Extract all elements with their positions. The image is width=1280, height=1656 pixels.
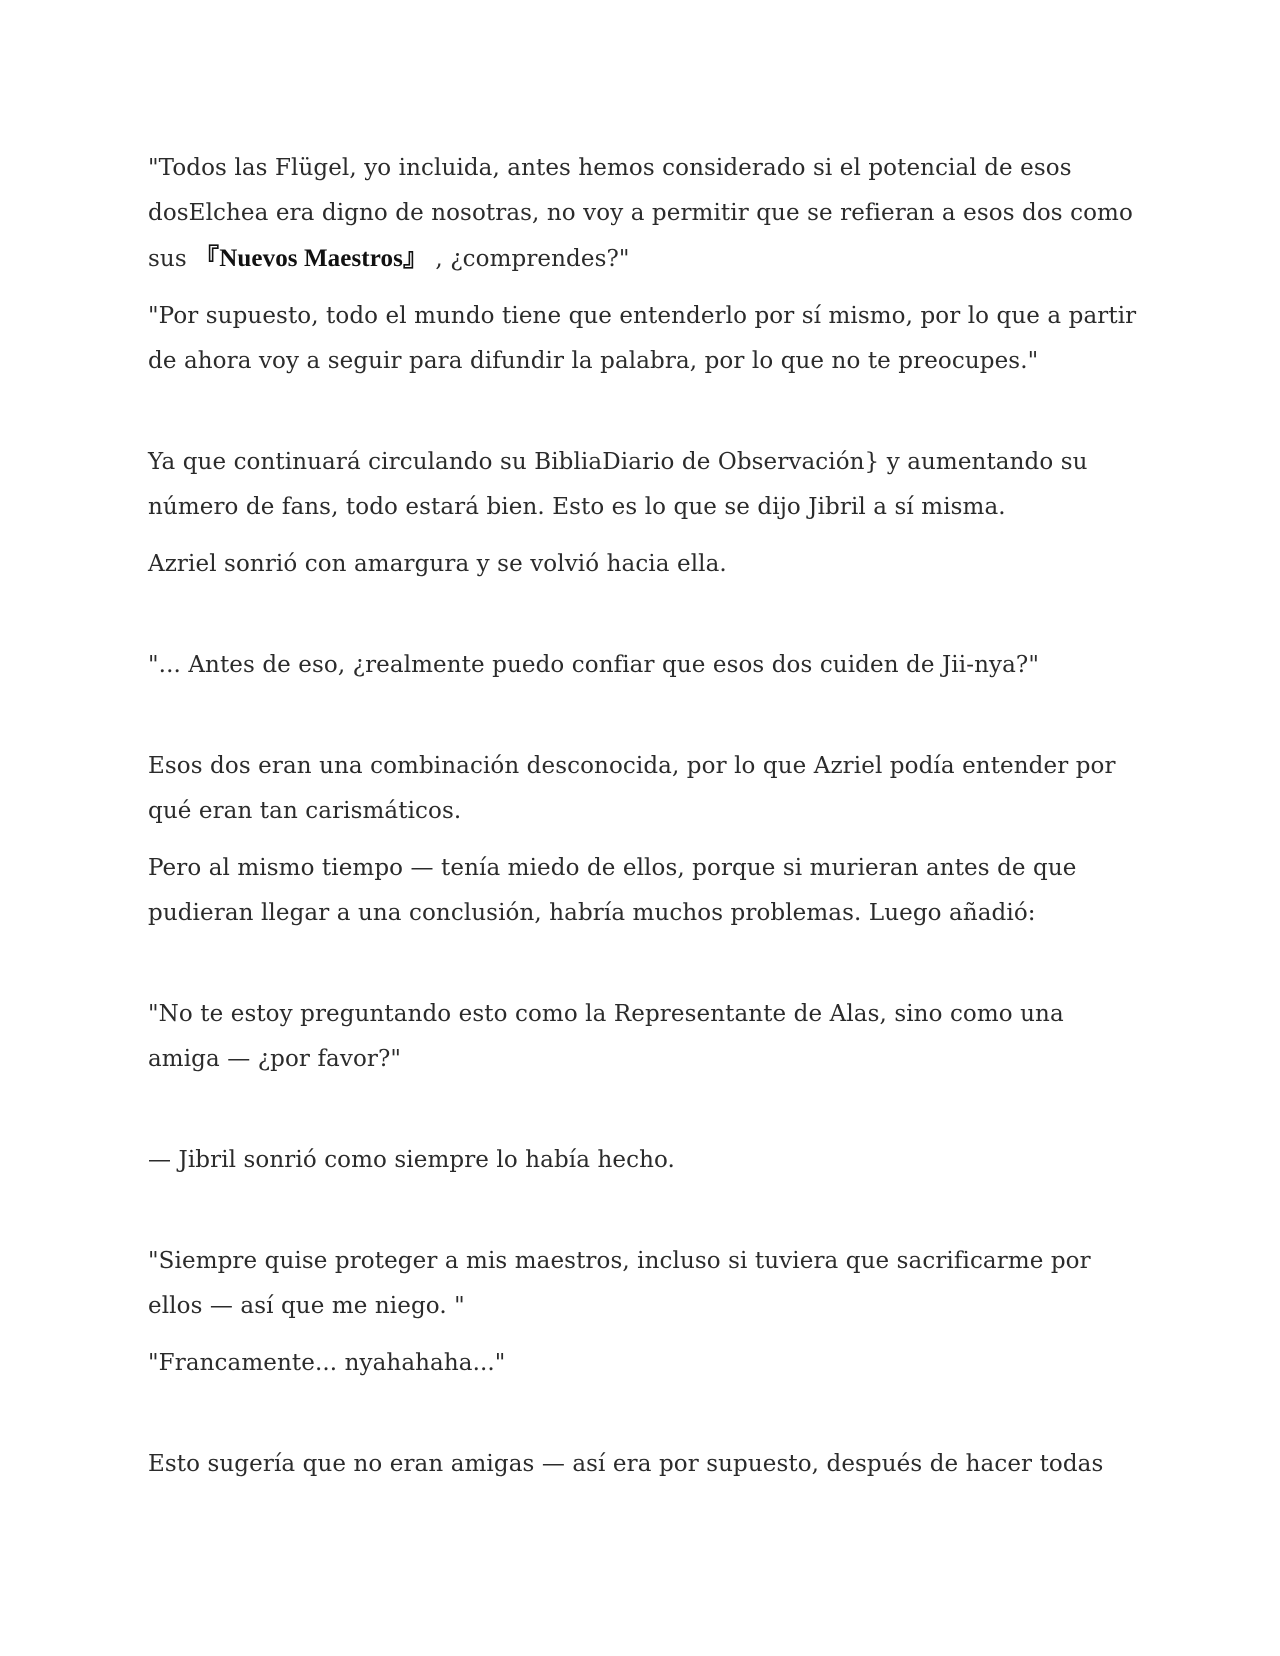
paragraph-6: Esos dos eran una combinación desconocida, por lo que Azriel podía entender por qué eran tan carismáticos. <box>148 753 1116 824</box>
bold-title-nuevos-maestros: 『Nuevos Maestros』 <box>194 245 428 272</box>
paragraph-9: — Jibril sonrió como siempre lo había hecho. <box>148 1147 675 1173</box>
paragraph-12: Esto sugería que no eran amigas — así era por supuesto, después de hacer todas <box>148 1451 1104 1477</box>
document-body <box>148 146 1138 1487</box>
paragraph-1-text: "Todos las Flügel, yo incluida, antes hemos considerado si el potencial de esos dosElchea era digno de nosotras, no voy a permitir que se refieran a esos dos como sus <box>148 155 1133 272</box>
paragraph-3: Ya que continuará circulando su BibliaDiario de Observación} y aumentando su número de fans, todo estará bien. Esto es lo que se dijo Jibril a sí misma. <box>148 449 1088 520</box>
paragraph-1-end: , ¿comprendes?" <box>428 246 630 272</box>
paragraph-2: "Por supuesto, todo el mundo tiene que entenderlo por sí mismo, por lo que a partir de ahora voy a seguir para difundir la palabra, por lo que no te preocupes." <box>148 303 1137 374</box>
paragraph-4: Azriel sonrió con amargura y se volvió hacia ella. <box>148 551 727 577</box>
paragraph-5: "... Antes de eso, ¿realmente puedo confiar que esos dos cuiden de Jii-nya?" <box>148 652 1040 678</box>
paragraph-7: Pero al mismo tiempo — tenía miedo de ellos, porque si murieran antes de que pudieran llegar a una conclusión, habría muchos problemas. Luego añadió: <box>148 855 1077 926</box>
paragraph-11: "Francamente... nyahahaha..." <box>148 1350 506 1376</box>
paragraph-1 <box>148 146 1138 282</box>
paragraph-10: "Siempre quise proteger a mis maestros, incluso si tuviera que sacrificarme por ellos — así que me niego. " <box>148 1248 1091 1319</box>
paragraph-8: "No te estoy preguntando esto como la Representante de Alas, sino como una amiga — ¿por favor?" <box>148 1001 1064 1072</box>
